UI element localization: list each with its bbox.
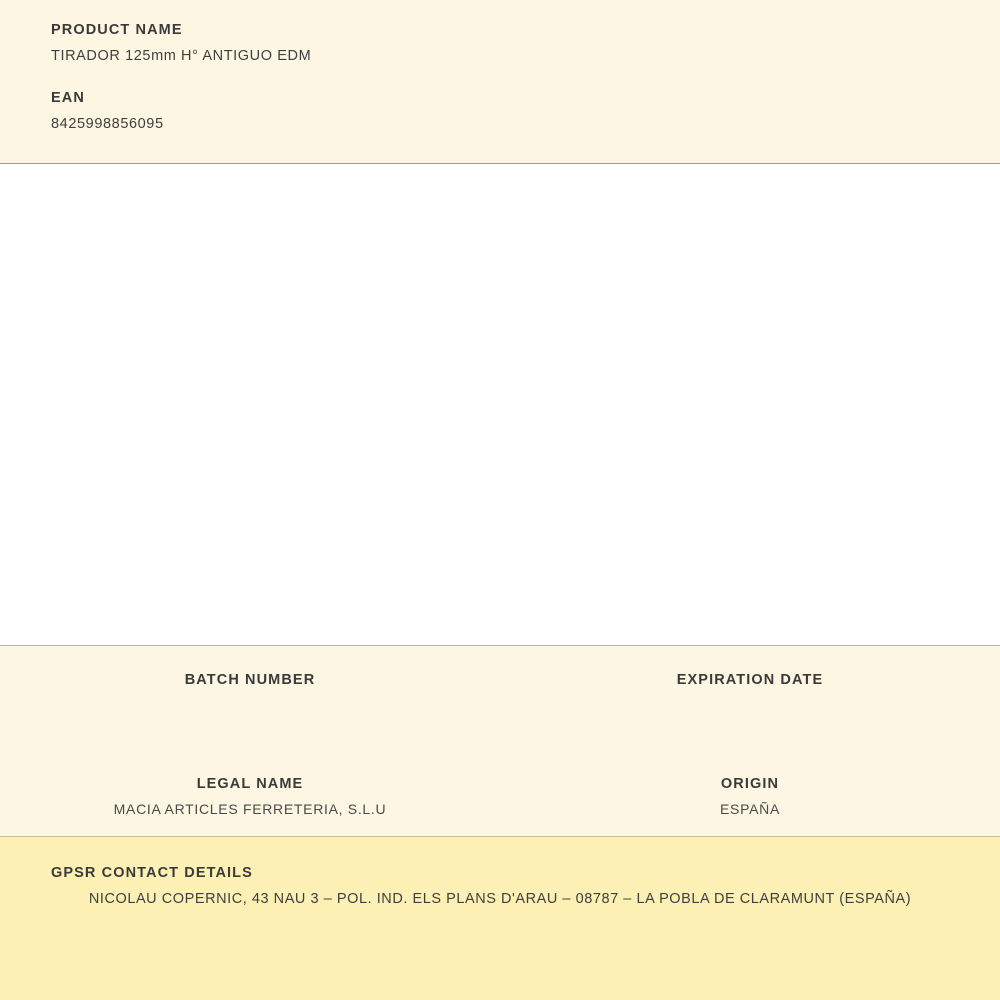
origin-field — [500, 776, 1000, 818]
batch-number-field — [0, 672, 500, 714]
origin-label: ORIGIN — [720, 776, 780, 792]
ean-value: 8425998856095 — [51, 116, 164, 132]
expiration-date-field — [500, 672, 1000, 714]
product-name-value: TIRADOR 125mm H° ANTIGUO EDM — [51, 48, 312, 64]
batch-number-value — [0, 697, 500, 714]
expiration-date-value — [500, 697, 1000, 714]
expiration-date-label: EXPIRATION DATE — [676, 672, 824, 688]
product-name-label: PRODUCT NAME — [51, 22, 183, 38]
ean-label: EAN — [51, 90, 85, 106]
gpsr-contact-value: NICOLAU COPERNIC, 43 NAU 3 – POL. IND. ELS PLANS D'ARAU – 08787 – LA POBLA DE CLARAMUNT (ESPAÑA) — [88, 891, 912, 907]
legal-name-field — [0, 776, 500, 818]
product-image-area — [0, 164, 1000, 646]
product-name-field — [0, 22, 1000, 64]
legal-name-label: LEGAL NAME — [196, 776, 304, 792]
origin-value: ESPAÑA — [720, 801, 780, 817]
legal-name-value: MACIA ARTICLES FERRETERIA, S.L.U — [113, 801, 387, 817]
batch-number-label: BATCH NUMBER — [184, 672, 316, 688]
row-spacer — [0, 714, 1000, 776]
gpsr-contact-block — [0, 837, 1000, 1000]
product-identification-block — [0, 0, 1000, 164]
batch-and-legal-block — [0, 646, 1000, 837]
ean-field — [0, 90, 1000, 132]
legal-row — [0, 776, 1000, 818]
gpsr-contact-label: GPSR CONTACT DETAILS — [51, 865, 253, 881]
batch-row — [0, 672, 1000, 714]
